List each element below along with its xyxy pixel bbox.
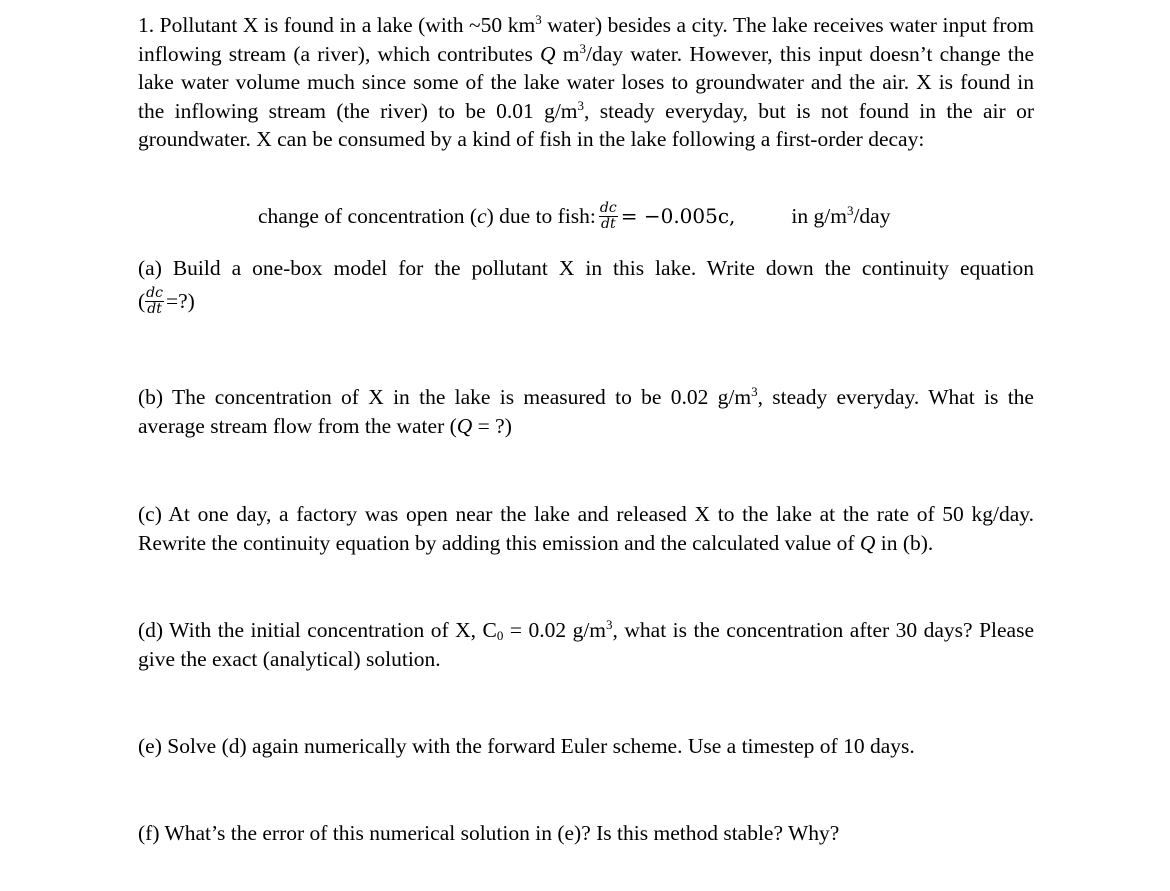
question-a-equation: ( $\frac{dc}{dt}$ =?) [138, 284, 195, 317]
question-c: (c) At one day, a factory was open near the lake and released X to the lake at the rate of 50 kg/day. Rewrite the continuity equation by adding this emission and the calculated value of Q in (b). [138, 502, 1034, 555]
dc-dt-fraction: $\frac{dc}{dt}$ [599, 199, 617, 232]
question-e: (e) Solve (d) again numerically with the forward Euler scheme. Use a timestep of 10 days. [138, 734, 915, 758]
problem-intro: 1. Pollutant X is found in a lake (with ~50 $km^3$ water) besides a city. The lake receives water input from inflowing stream (a river), which contributes Q $m^3$/day water. However, this input doesn’t change the lake water volume much since some of the lake water loses to groundwater and the air. X is found in the inflowing stream (the river) to be 0.01 $g/m^3$, steady everyday, but is not found in the air or groundwater. X can be consumed by a kind of fish in the lake following a first-order decay: [138, 12, 1034, 152]
question-f: (f) What’s the error of this numerical solution in (e)? Is this method stable? Why? [138, 821, 840, 845]
equation-units: in $g/m^3$/day [791, 202, 891, 228]
question-a: (a) Build a one-box model for the pollutant X in this lake. Write down the continuity equation [138, 256, 1034, 280]
question-d: (d) With the initial concentration of X, $C_0 = 0.02$ $g/m^3$, what is the concentration after 30 days? Please give the exact (analytical) solution. [138, 617, 1035, 671]
question-b: (b) The concentration of X in the lake is measured to be 0.02 $g/m^3$, steady everyday. What is the average stream flow from the water (Q = ?) [138, 384, 1034, 438]
decay-equation: change of concentration ( c ) due to fish: $\frac{dc}{dt}$ = −0.005c, in $g/m^3$/day [258, 199, 891, 232]
